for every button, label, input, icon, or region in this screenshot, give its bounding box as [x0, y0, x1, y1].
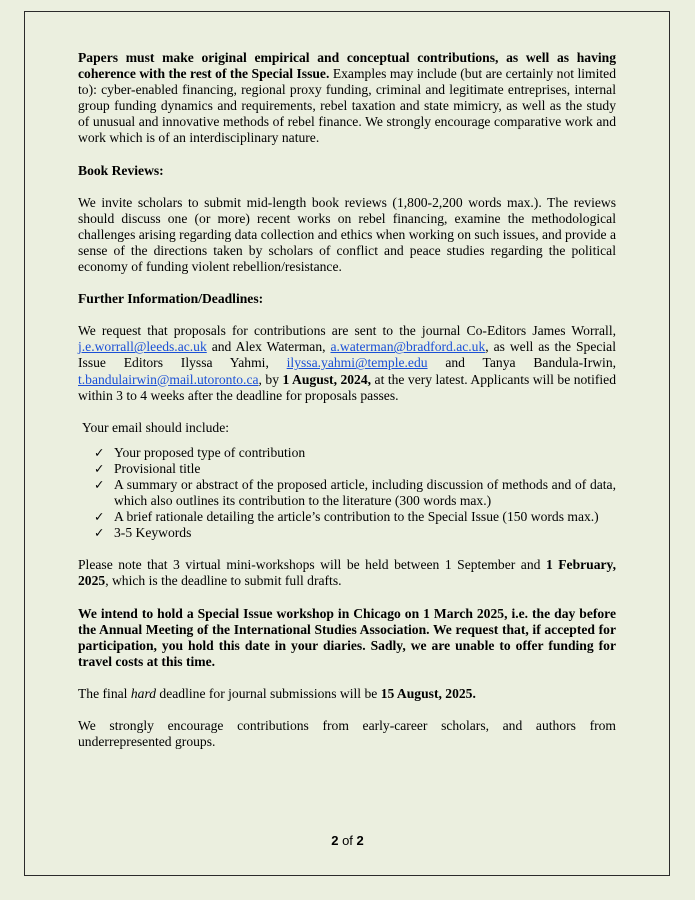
email-link-bandula-irwin[interactable]: t.bandulairwin@mail.utoronto.ca: [78, 371, 259, 387]
workshops-paragraph: Please note that 3 virtual mini-workshops will be held between 1 September and 1 February, 2025, which is the deadline to submit full drafts.: [78, 557, 617, 589]
list-item: ✓ Your proposed type of contribution: [94, 444, 306, 460]
current-page: 2: [331, 833, 339, 848]
final-deadline-date: 15 August, 2025.: [380, 685, 476, 701]
further-info-line1: We request that proposals for contributions are sent to the journal Co-Editors James Worrall,: [78, 323, 616, 339]
chicago-workshop-paragraph: We intend to hold a Special Issue workshop in Chicago on 1 March 2025, i.e. the day before the Annual Meeting of the International Studies Association. We request that, if accepted for participation, you hold this date in your diaries. Sadly, we are unable to offer funding for travel costs at this time.: [78, 605, 616, 669]
further-info-text-6: at the very latest. Applicants will be notified within 3 to 4 weeks after the deadline for proposals passes.: [78, 371, 616, 403]
email-include-list: [78, 445, 616, 542]
further-info-heading: Further Information/Deadlines:: [78, 291, 264, 307]
final-deadline-paragraph: The final hard deadline for journal submissions will be 15 August, 2025.: [78, 685, 476, 701]
list-item: ✓ 3-5 Keywords: [94, 525, 192, 541]
page-number: 2 of 2: [331, 833, 364, 848]
list-item: ✓ Provisional title: [94, 460, 201, 476]
encourage-paragraph: We strongly encourage contributions from early-career scholars, and authors from underrepresented groups.: [78, 718, 616, 750]
hard-emphasis: hard: [130, 685, 157, 701]
total-pages: 2: [356, 833, 364, 848]
draft-deadline: 1 February, 2025: [78, 557, 617, 589]
list-item: ✓ A brief rationale detailing the article’s contribution to the Special Issue (150 words max.): [94, 509, 599, 525]
checkmark-icon: ✓: [94, 525, 105, 541]
further-info-paragraph: [78, 323, 616, 403]
checkmark-icon: ✓: [94, 460, 105, 476]
list-item: ✓ A summary or abstract of the proposed article, including discussion of methods and of data, which also outlines its contribution to the literature (300 words max.): [94, 476, 616, 509]
book-reviews-heading: Book Reviews:: [78, 162, 164, 178]
intro-bold-lead: Papers must make original empirical and conceptual contributions, as well as having coherence with the rest of the Special Issue.: [78, 50, 616, 82]
checkmark-icon: ✓: [94, 509, 105, 525]
email-link-yahmi[interactable]: ilyssa.yahmi@temple.edu: [286, 355, 428, 371]
email-link-worrall[interactable]: j.e.worrall@leeds.ac.uk: [78, 339, 207, 355]
checkmark-icon: ✓: [94, 476, 105, 492]
further-info-text-2: and Alex Waterman,: [206, 339, 331, 355]
further-info-text-4: and Tanya Bandula-Irwin,: [427, 355, 617, 371]
book-reviews-paragraph: We invite scholars to submit mid-length book reviews (1,800-2,200 words max.). The reviews should discuss one (or more) recent works on rebel financing, examine the methodological challenges arising regarding data collection and ethics when working on such issues, and provide a sense of the directions taken by scholars of conflict and peace studies regarding the political economy of funding violent rebellion/resistance.: [78, 194, 616, 275]
intro-paragraph: [78, 50, 616, 147]
email-link-waterman[interactable]: a.waterman@bradford.ac.uk: [330, 339, 486, 355]
further-info-text-5: , by: [258, 371, 283, 387]
document-body: [78, 50, 616, 750]
proposal-deadline: 1 August, 2024,: [282, 371, 372, 387]
checkmark-icon: ✓: [94, 444, 105, 460]
further-info-text-3: , as well as the Special Issue Editors Ilyssa Yahmi,: [78, 339, 616, 371]
email-include-intro: Your email should include:: [82, 419, 230, 435]
intro-rest: Examples may include (but are certainly not limited to): cyber-enabled financing, regional proxy funding, criminal and legitimate entreprises, internal group funding dynamics and requirements, rebel taxation and state mimicry, as well as the study of unusual and innovative methods of rebel finance. We strongly encourage comparative work and work which is of an interdisciplinary nature.: [78, 66, 616, 146]
